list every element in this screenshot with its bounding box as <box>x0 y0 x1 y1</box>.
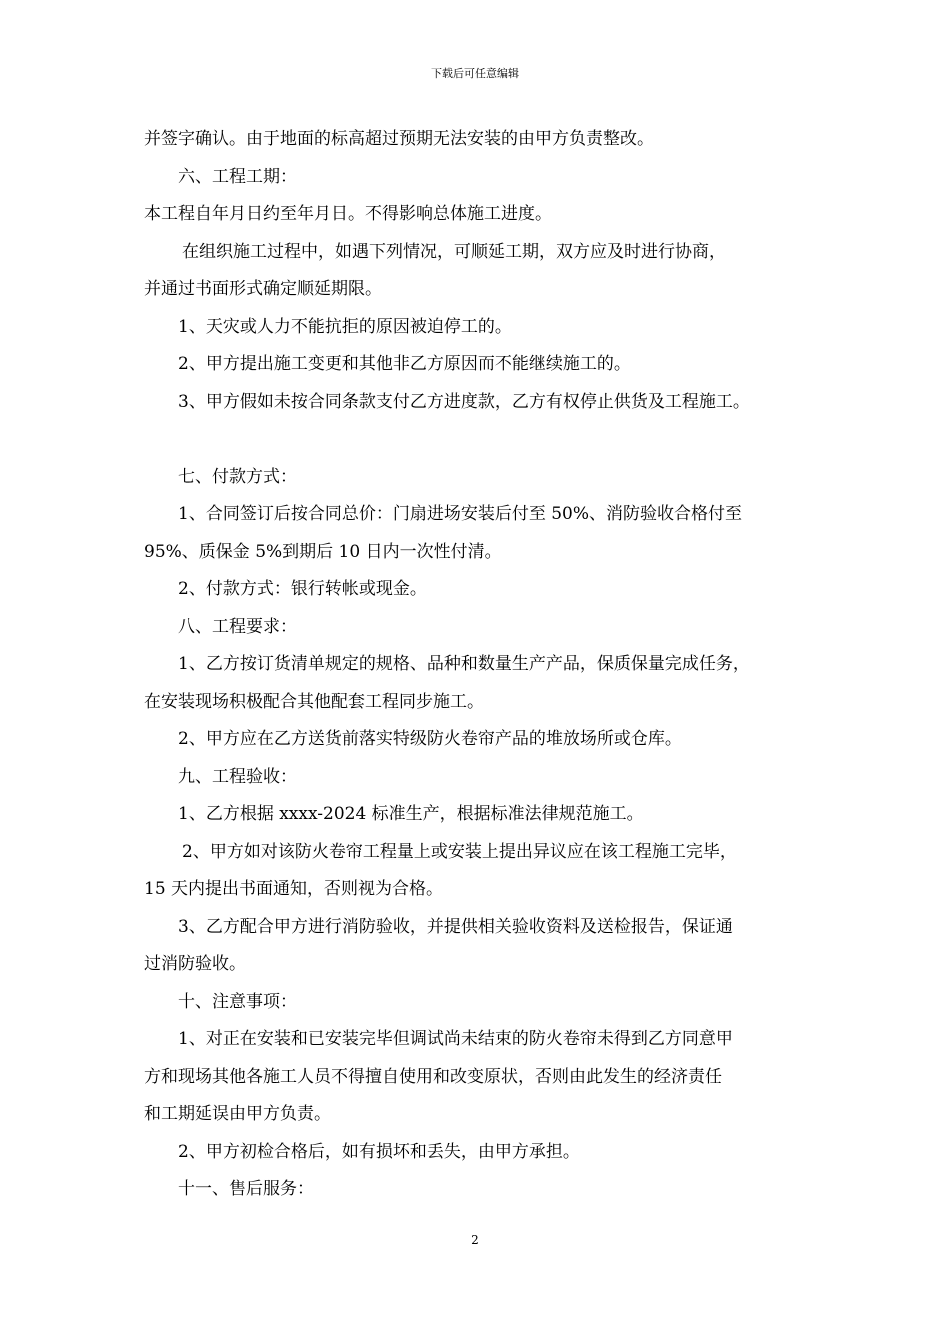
document-body <box>144 121 824 1209</box>
section-heading: 十一、售后服务： <box>178 1179 314 1199</box>
section-heading: 七、付款方式： <box>178 466 297 487</box>
paragraph: 15 天内提出书面通知，否则视为合格。 <box>144 879 444 899</box>
paragraph: 95%、质保金 5%到期后 10 日内一次性付清。 <box>144 541 502 562</box>
list-item: 2、付款方式：银行转帐或现金。 <box>178 579 427 599</box>
list-item: 1、乙方按订货清单规定的规格、品种和数量生产产品，保质保量完成任务， <box>178 654 750 674</box>
page-number: 2 <box>471 1233 479 1247</box>
paragraph: 过消防验收。 <box>144 954 246 974</box>
paragraph: 本工程自年月日约至年月日。不得影响总体施工进度。 <box>144 204 552 224</box>
list-item: 3、甲方假如未按合同条款支付乙方进度款，乙方有权停止供货及工程施工。 <box>178 391 750 412</box>
paragraph: 并签字确认。由于地面的标高超过预期无法安装的由甲方负责整改。 <box>144 129 654 149</box>
list-item: 2、甲方初检合格后，如有损坏和丢失，由甲方承担。 <box>178 1141 580 1162</box>
paragraph: 在组织施工过程中，如遇下列情况，可顺延工期，双方应及时进行协商， <box>182 241 726 262</box>
spacer <box>144 421 824 459</box>
list-item: 3、乙方配合甲方进行消防验收，并提供相关验收资料及送检报告，保证通 <box>178 916 733 937</box>
list-item: 2、甲方如对该防火卷帘工程量上或安装上提出异议应在该工程施工完毕， <box>182 841 737 862</box>
page-header: 下载后可任意编辑 <box>431 67 519 80</box>
paragraph: 方和现场其他各施工人员不得擅自使用和改变原状，否则由此发生的经济责任 <box>144 1066 722 1087</box>
list-item: 1、乙方根据 xxxx-2024 标准生产，根据标准法律规范施工。 <box>178 804 644 824</box>
paragraph: 在安装现场积极配合其他配套工程同步施工。 <box>144 691 484 712</box>
paragraph: 并通过书面形式确定顺延期限。 <box>144 279 382 299</box>
section-heading: 九、工程验收： <box>178 766 297 787</box>
list-item: 1、天灾或人力不能抗拒的原因被迫停工的。 <box>178 316 512 337</box>
list-item: 1、合同签订后按合同总价：门扇进场安装后付至 50%、消防验收合格付至 <box>178 504 743 524</box>
section-heading: 十、注意事项： <box>178 991 297 1012</box>
section-heading: 八、工程要求： <box>178 616 297 637</box>
list-item: 2、甲方提出施工变更和其他非乙方原因而不能继续施工的。 <box>178 354 631 374</box>
list-item: 2、甲方应在乙方送货前落实特级防火卷帘产品的堆放场所或仓库。 <box>178 729 682 749</box>
list-item: 1、对正在安装和已安装完毕但调试尚未结束的防火卷帘未得到乙方同意甲 <box>178 1029 733 1049</box>
paragraph: 和工期延误由甲方负责。 <box>144 1104 331 1124</box>
section-heading: 六、工程工期： <box>178 166 297 187</box>
